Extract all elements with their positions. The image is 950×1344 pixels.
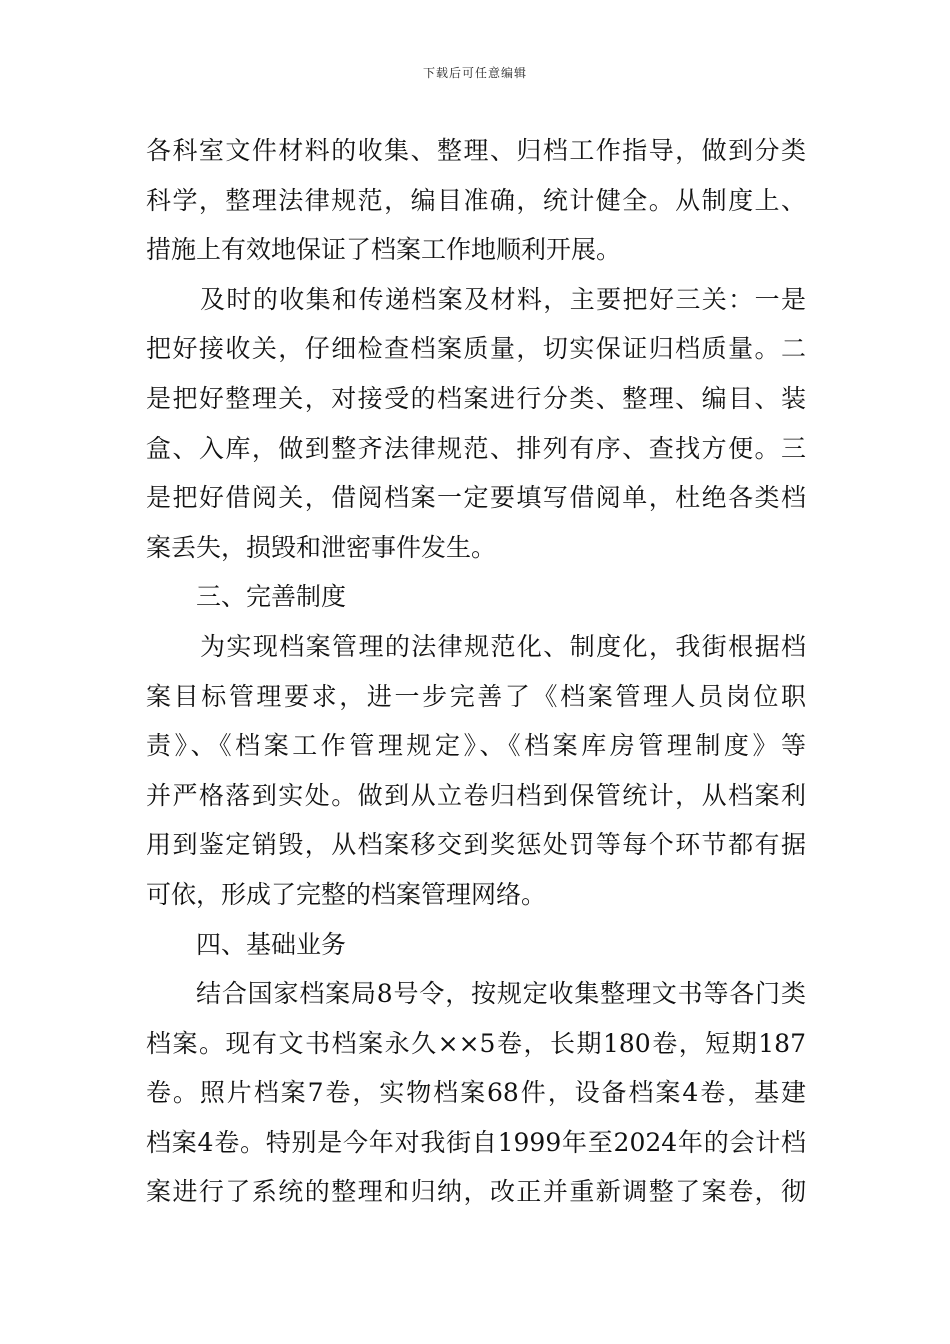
text-line: 措施上有效地保证了档案工作地顺利开展。	[146, 235, 622, 265]
text-line: 及时的收集和传递档案及材料，主要把好三关：一是	[200, 284, 806, 314]
text-line: 卷。照片档案7卷，实物档案68件，设备档案4卷，基建	[146, 1078, 806, 1108]
text-line: 把好接收关，仔细检查档案质量，切实保证归档质量。二	[146, 334, 806, 364]
text-line: 案进行了系统的整理和归纳，改正并重新调整了案卷，彻	[146, 1177, 806, 1207]
text-line: 是把好整理关，对接受的档案进行分类、整理、编目、装	[146, 383, 806, 413]
text-line: 责》、《档案工作管理规定》、《档案库房管理制度》等	[146, 731, 806, 761]
text-line: 为实现档案管理的法律规范化、制度化，我街根据档	[200, 631, 806, 661]
text-line: 是把好借阅关，借阅档案一定要填写借阅单，杜绝各类档	[146, 483, 806, 513]
paragraph	[146, 622, 806, 920]
paragraph	[146, 126, 806, 275]
paragraph	[146, 275, 806, 573]
text-line: 盒、入库，做到整齐法律规范、排列有序、查找方便。三	[146, 433, 806, 463]
page-header: 下载后可任意编辑	[422, 66, 527, 80]
text-line: 档案。现有文书档案永久××5卷，长期180卷，短期187	[146, 1028, 806, 1058]
text-line: 并严格落到实处。做到从立卷归档到保管统计，从档案利	[146, 780, 806, 810]
text-line: 可依，形成了完整的档案管理网络。	[146, 879, 547, 909]
section-heading: 三、完善制度	[196, 582, 347, 612]
section-heading: 四、基础业务	[196, 929, 347, 959]
text-line: 案目标管理要求，进一步完善了《档案管理人员岗位职	[146, 681, 806, 711]
paragraph	[146, 969, 806, 1217]
text-line: 结合国家档案局8号令，按规定收集整理文书等各门类	[196, 979, 806, 1009]
text-line: 用到鉴定销毁，从档案移交到奖惩处罚等每个环节都有据	[146, 830, 806, 860]
text-line: 各科室文件材料的收集、整理、归档工作指导，做到分类	[146, 136, 806, 165]
text-line: 案丢失，损毁和泄密事件发生。	[146, 532, 497, 562]
document-body	[146, 126, 806, 1217]
text-line: 档案4卷。特别是今年对我街自1999年至2024年的会计档	[146, 1127, 806, 1157]
text-line: 科学，整理法律规范，编目准确，统计健全。从制度上、	[146, 185, 806, 215]
